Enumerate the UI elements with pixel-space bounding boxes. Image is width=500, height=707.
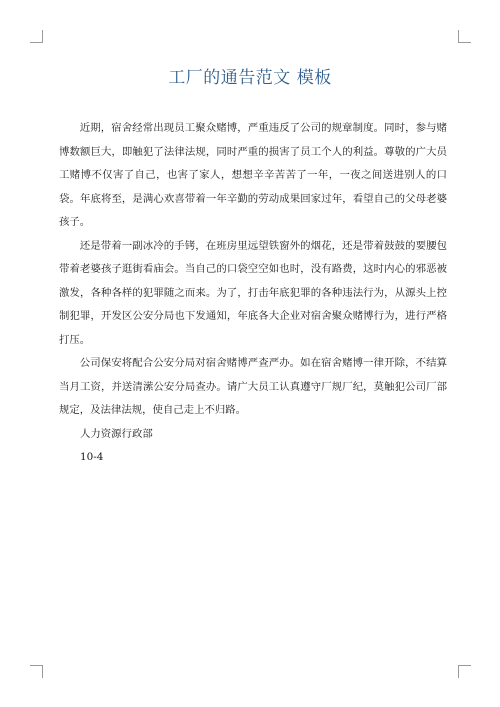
date: 10-4: [80, 451, 104, 463]
crop-mark-top-right: [458, 30, 471, 43]
paragraph-2: 还是带着一副冰冷的手铐，在班房里远望铁窗外的烟花，还是带着鼓鼓的要腰包带着老婆孩子逛街看庙会。当自己的口袋空空如也时，没有路费，这时内心的邪恶被激发，各种各样的犯罪随之而来。为了，打击年底犯罪的各种违法行为，从源头上控制犯罪，开发区公安分局也下发通知，年底各大企业对宿舍聚众赌博行为，进行严格打压。: [59, 239, 447, 346]
crop-mark-bottom-left: [30, 665, 43, 678]
crop-mark-top-left: [30, 30, 43, 43]
paragraph-3: 公司保安将配合公安分局对宿舍赌博严查严办。如在宿舍赌博一律开除，不结算当月工资，并送清潆公安分局查办。请广大员工认真遵守厂规厂纪，莫触犯公司厂部规定，及法律法规，使自己走上不归路。: [59, 357, 447, 416]
crop-mark-bottom-right: [458, 665, 471, 678]
paragraph-1: 近期，宿舍经常出现员工聚众赌博，严重违反了公司的规章制度。同时，参与赌博数额巨大，即触犯了法律法规，同时严重的损害了员工个人的利益。尊敬的广大员工赌博不仅害了自己，也害了家人，想想辛辛苦苦了一年，一夜之间送进别人的口袋。年底将至，是满心欢喜带着一年辛勤的劳动成果回家过年，看望自己的父母老婆孩子。: [59, 122, 447, 228]
signature: 人力资源行政部: [80, 427, 153, 440]
document-title: 工厂的通告范文 模板: [168, 68, 332, 88]
document-body: [59, 117, 447, 470]
